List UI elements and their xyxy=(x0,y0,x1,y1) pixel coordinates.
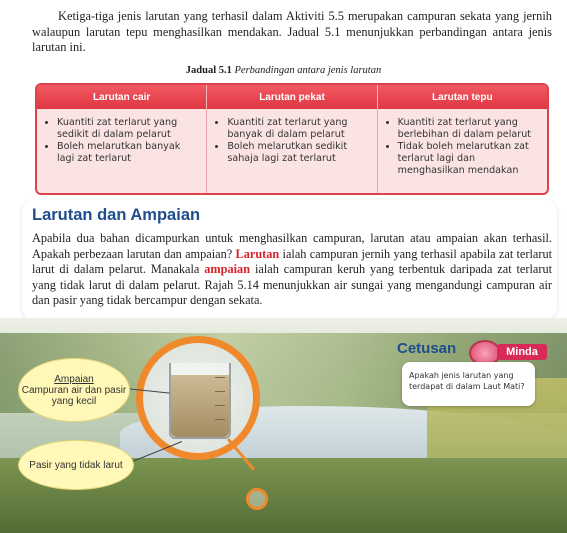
beaker-icon xyxy=(169,363,231,439)
label-pasir-text: Pasir yang tidak larut xyxy=(29,459,123,471)
muddy-water xyxy=(171,375,229,437)
comparison-table xyxy=(35,83,549,195)
table-body-row xyxy=(37,109,547,193)
beaker-mark xyxy=(215,405,225,406)
beaker-mark xyxy=(215,419,225,420)
table-header-row xyxy=(37,85,547,109)
magnifier-target-circle xyxy=(246,488,268,510)
label-ampaian xyxy=(18,358,130,422)
beaker-mark xyxy=(215,391,225,392)
cell-larutan-cair xyxy=(37,109,207,193)
intro-text: Ketiga-tiga jenis larutan yang terhasil dalam Aktiviti 5.5 merupakan campuran sekata yang jernih walaupun larutan tepu menghasilkan mendakan. Jadual 5.1 menunjukkan perbandingan antara jenis larutan ini. xyxy=(32,9,552,55)
table-caption-text: Perbandingan antara jenis larutan xyxy=(234,65,382,76)
term-larutan: Larutan xyxy=(235,246,280,261)
cell-item: • Kuantiti zat terlarut yang banyak di dalam pelarut xyxy=(227,117,370,141)
beaker-mark xyxy=(215,377,225,378)
cell-larutan-pekat xyxy=(207,109,377,193)
cell-item: • Boleh melarutkan sedikit sahaja lagi zat terlarut xyxy=(227,141,370,165)
cell-item: • Kuantiti zat terlarut yang sedikit di dalam pelarut xyxy=(57,117,200,141)
cell-item: • Tidak boleh melarutkan zat terlarut lagi dan menghasilkan mendakan xyxy=(398,141,541,177)
label-ampaian-text: Campuran air dan pasir yang kecil xyxy=(21,384,127,407)
label-ampaian-title: Ampaian xyxy=(54,373,94,385)
term-ampaian: ampaian xyxy=(204,262,251,277)
cell-larutan-tepu xyxy=(378,109,547,193)
cell-item: • Kuantiti zat terlarut yang berlebihan di dalam pelarut xyxy=(398,117,541,141)
section-title: Larutan dan Ampaian xyxy=(32,206,201,224)
header-larutan-tepu: Larutan tepu xyxy=(432,91,493,103)
cetusan-question: Apakah jenis larutan yang terdapat di dalam Laut Mati? xyxy=(402,362,535,406)
table-caption xyxy=(0,65,567,76)
cetusan-minda-box xyxy=(397,340,547,408)
para-text-2: ialah campuran jernih yang terhasil apabila zat terlarut larut di dalam pelarut. Manakala xyxy=(32,246,553,277)
minda-badge: Minda xyxy=(497,344,547,360)
label-pasir xyxy=(18,440,134,490)
intro-paragraph xyxy=(32,9,552,56)
header-larutan-pekat: Larutan pekat xyxy=(207,85,377,109)
cetusan-word: Cetusan xyxy=(397,340,457,357)
table-caption-number: Jadual 5.1 xyxy=(185,65,232,76)
magnifier-lens xyxy=(136,336,260,460)
section-paragraph xyxy=(32,231,552,309)
para-text-3: ialah campuran keruh yang terbentuk daripada zat terlarut yang tidak larut di dalam pelarut. Rajah 5.14 menunjukkan air sungai yang mengandungi campuran air dan pasir yang tidak bercampur dengan sekata. xyxy=(32,262,553,308)
header-larutan-cair: Larutan cair xyxy=(37,85,207,109)
cell-item: • Boleh melarutkan banyak lagi zat terlarut xyxy=(57,141,200,165)
para-text-1: Apabila dua bahan dicampurkan untuk menghasilkan campuran, larutan atau ampaian akan terhasil. Apakah perbezaan larutan dan ampaian? xyxy=(32,231,552,261)
